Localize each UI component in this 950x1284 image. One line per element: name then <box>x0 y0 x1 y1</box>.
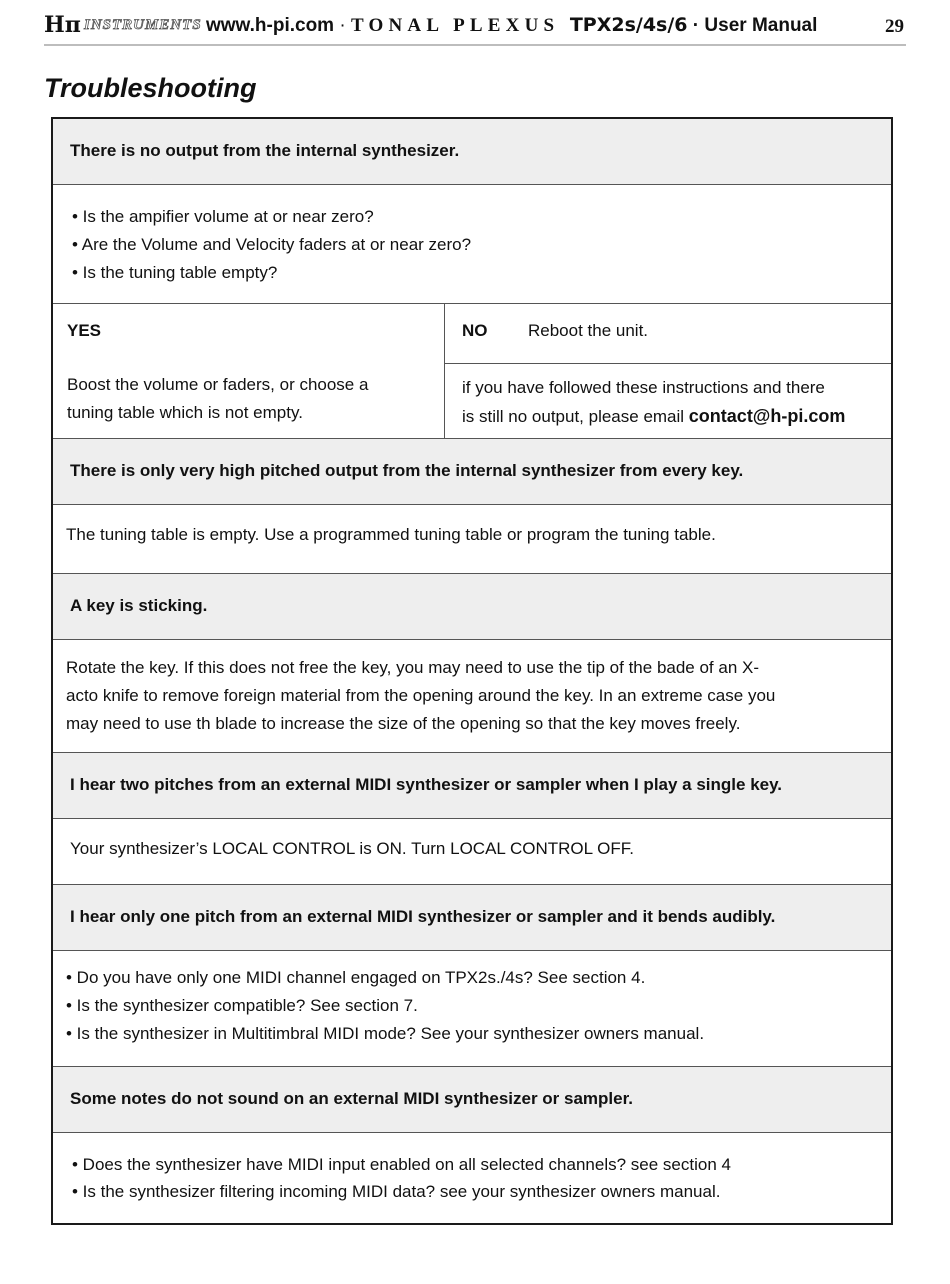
question-text: Some notes do not sound on an external MIDI synthesizer or sampler. <box>70 1089 634 1108</box>
header-manual: · User Manual <box>687 15 818 36</box>
question-row <box>53 119 891 185</box>
answer-row <box>53 951 891 1067</box>
question-row <box>53 885 891 951</box>
bullet-item: • Do you have only one MIDI channel engaged on TPX2s./4s? See section 4. <box>66 968 646 987</box>
column-divider <box>444 304 445 439</box>
answer-row <box>53 505 891 574</box>
no-text-prefix: is still no output, please email <box>462 407 689 426</box>
header-model: TPX2s/4s/6 <box>569 14 688 36</box>
bullet-item: • Is the tuning table empty? <box>72 263 278 282</box>
yes-text-line: tuning table which is not empty. <box>67 403 303 422</box>
header-title <box>206 14 817 37</box>
decision-row <box>53 304 891 439</box>
question-row <box>53 574 891 640</box>
answer-row <box>53 1133 891 1223</box>
page-number: 29 <box>885 16 904 37</box>
row-divider <box>445 363 891 364</box>
question-text: A key is sticking. <box>70 596 208 615</box>
instruments-wordmark: INSTRUMENTS <box>84 17 202 33</box>
bullet-item: • Is the ampifier volume at or near zero? <box>72 207 374 226</box>
bullet-item: • Is the synthesizer compatible? See section 7. <box>66 996 418 1015</box>
answer-text-line: acto knife to remove foreign material from the opening around the key. In an extreme case you <box>66 686 776 705</box>
answer-text: Your synthesizer’s LOCAL CONTROL is ON. Turn LOCAL CONTROL OFF. <box>70 839 634 858</box>
hpi-logo: Hπ <box>44 12 81 38</box>
bullet-item: • Does the synthesizer have MIDI input enabled on all selected channels? see section 4 <box>72 1155 731 1174</box>
answer-row <box>53 819 891 885</box>
yes-label: YES <box>67 321 102 340</box>
answer-text-line: may need to use th blade to increase the size of the opening so that the key moves freely. <box>66 714 741 733</box>
question-text: I hear only one pitch from an external MIDI synthesizer or sampler and it bends audibly. <box>70 907 776 926</box>
bullet-item: • Is the synthesizer in Multitimbral MIDI mode? See your synthesizer owners manual. <box>66 1024 705 1043</box>
question-row <box>53 1067 891 1133</box>
answer-row <box>53 640 891 753</box>
bullet-item: • Is the synthesizer filtering incoming MIDI data? see your synthesizer owners manual. <box>72 1182 721 1201</box>
question-text: There is no output from the internal synthesizer. <box>70 141 460 160</box>
question-text: There is only very high pitched output from the internal synthesizer from every key. <box>70 461 744 480</box>
question-row <box>53 439 891 505</box>
answer-text: The tuning table is empty. Use a programmed tuning table or program the tuning table. <box>66 525 716 544</box>
no-text-line: if you have followed these instructions and there <box>462 378 825 397</box>
bullet-item: • Are the Volume and Velocity faders at or near zero? <box>72 235 472 254</box>
page-header <box>44 10 906 46</box>
header-separator: · <box>334 15 351 36</box>
troubleshooting-table <box>51 117 893 1225</box>
page-title: Troubleshooting <box>44 73 257 103</box>
answer-text-line: Rotate the key. If this does not free the key, you may need to use the tip of the bade of an X- <box>66 658 760 677</box>
no-label: NO <box>462 321 488 340</box>
no-text-line <box>462 406 845 427</box>
question-row <box>53 753 891 819</box>
no-action: Reboot the unit. <box>528 321 649 340</box>
header-product: TONAL PLEXUS <box>350 15 560 36</box>
header-url: www.h-pi.com <box>206 15 335 36</box>
answer-row <box>53 185 891 304</box>
contact-email-link[interactable]: contact@h-pi.com <box>688 406 846 426</box>
yes-text-line: Boost the volume or faders, or choose a <box>67 375 369 394</box>
question-text: I hear two pitches from an external MIDI synthesizer or sampler when I play a single key. <box>70 775 783 794</box>
